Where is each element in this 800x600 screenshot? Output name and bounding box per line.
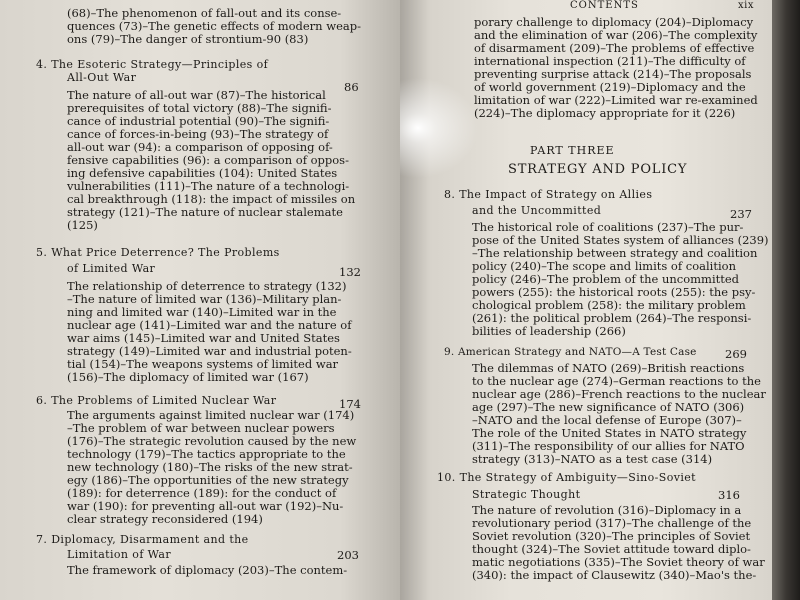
part-label: PART THREE	[530, 144, 615, 157]
chapter-10-page: 316	[718, 488, 740, 502]
text-line: The framework of diplomacy (203)–The contem-	[67, 563, 348, 577]
text-line: –The nature of limited war (136)–Military plan-	[67, 292, 342, 306]
chapter-9-heading: 9. American Strategy and NATO—A Test Case	[444, 346, 697, 358]
text-line: The nature of all-out war (87)–The historical	[67, 88, 326, 102]
chapter-4-heading: 4. The Esoteric Strategy—Principles of	[36, 58, 269, 71]
text-line: war aims (145)–Limited war and United States	[67, 331, 340, 345]
text-line: egy (186)–The opportunities of the new strategy	[67, 473, 349, 487]
chapter-4-page: 86	[344, 80, 359, 94]
chapter-9-page: 269	[725, 347, 747, 361]
text-line: The arguments against limited nuclear war (174)	[67, 408, 355, 422]
chapter-7-heading-cont: Limitation of War	[67, 548, 172, 561]
text-line: and the elimination of war (206)–The complexity	[474, 28, 758, 42]
text-line: powers (255): the historical roots (255): the psy-	[472, 285, 756, 299]
text-line: strategy (121)–The nature of nuclear stalemate	[67, 205, 343, 219]
text-line: cance of industrial potential (90)–The signifi-	[67, 114, 330, 128]
text-line: (189): for deterrence (189): for the conduct of	[67, 486, 337, 500]
right-page	[400, 0, 772, 600]
text-line: policy (240)–The scope and limits of coalition	[472, 259, 736, 273]
text-line: –The problem of war between nuclear powers	[67, 421, 335, 435]
book-edge-shadow	[772, 0, 800, 600]
text-line: (340): the impact of Clausewitz (340)–Mao's the-	[472, 568, 757, 582]
chapter-7-page: 203	[337, 548, 359, 562]
chapter-5-heading: 5. What Price Deterrence? The Problems	[36, 246, 280, 259]
text-line: (176)–The strategic revolution caused by the new	[67, 434, 357, 448]
text-line: thought (324)–The Soviet attitude toward diplo-	[472, 542, 751, 556]
text-line: strategy (313)–NATO as a test case (314)	[472, 452, 713, 466]
text-line: preventing surprise attack (214)–The proposals	[474, 67, 752, 81]
text-line: vulnerabilities (111)–The nature of a technologi-	[67, 179, 350, 193]
text-line: technology (179)–The tactics appropriate to the	[67, 447, 346, 461]
text-line: policy (246)–The problem of the uncommitted	[472, 272, 740, 286]
chapter-5-heading-cont: of Limited War	[67, 262, 156, 275]
text-line: (311)–The responsibility of our allies for NATO	[472, 439, 745, 453]
text-line: nuclear age (286)–French reactions to the nuclear	[472, 387, 766, 401]
chapter-6-page: 174	[339, 397, 361, 411]
text-line: Soviet revolution (320)–The principles of Soviet	[472, 529, 751, 543]
chapter-7-heading: 7. Diplomacy, Disarmament and the	[36, 533, 249, 546]
text-line: (156)–The diplomacy of limited war (167)	[67, 370, 309, 384]
text-line: pose of the United States system of alliances (239)	[472, 233, 769, 247]
text-line: –The relationship between strategy and coalition	[472, 246, 758, 260]
part-title: STRATEGY AND POLICY	[508, 162, 688, 177]
text-line: The role of the United States in NATO strategy	[472, 426, 747, 440]
text-line: bilities of leadership (266)	[472, 324, 626, 338]
text-line: quences (73)–The genetic effects of modern weap-	[67, 19, 361, 33]
text-line: revolutionary period (317)–The challenge of the	[472, 516, 752, 530]
text-line: all-out war (94): a comparison of opposing of-	[67, 140, 333, 154]
text-line: (125)	[67, 218, 98, 232]
text-line: of world government (219)–Diplomacy and the	[474, 80, 746, 94]
text-line: (224)–The diplomacy appropriate for it (226)	[474, 106, 736, 120]
text-line: tial (154)–The weapons systems of limited war	[67, 357, 339, 371]
chapter-8-heading-cont: and the Uncommitted	[472, 204, 602, 217]
text-line: new technology (180)–The risks of the new strat-	[67, 460, 353, 474]
text-line: age (297)–The new significance of NATO (306)	[472, 400, 745, 414]
chapter-8-heading: 8. The Impact of Strategy on Allies	[444, 188, 653, 201]
text-line: ing defensive capabilities (104): United States	[67, 166, 338, 180]
page-folio: xix	[738, 0, 754, 11]
chapter-6-heading: 6. The Problems of Limited Nuclear War	[36, 394, 277, 407]
chapter-10-heading-cont: Strategic Thought	[472, 488, 581, 501]
text-line: (261): the political problem (264)–The responsi-	[472, 311, 752, 325]
text-line: clear strategy reconsidered (194)	[67, 512, 263, 526]
text-line: matic negotiations (335)–The Soviet theory of war	[472, 555, 765, 569]
text-line: strategy (149)–Limited war and industrial poten-	[67, 344, 352, 358]
text-line: chological problem (258): the military problem	[472, 298, 746, 312]
text-line: ning and limited war (140)–Limited war in the	[67, 305, 337, 319]
text-line: The relationship of deterrence to strategy (132)	[67, 279, 347, 293]
text-line: The nature of revolution (316)–Diplomacy in a	[472, 503, 742, 517]
chapter-8-page: 237	[730, 207, 752, 221]
text-line: to the nuclear age (274)–German reactions to the	[472, 374, 761, 388]
text-line: cal breakthrough (118): the impact of missiles on	[67, 192, 356, 206]
text-line: limitation of war (222)–Limited war re-examined	[474, 93, 758, 107]
text-line: prerequisites of total victory (88)–The signifi-	[67, 101, 332, 115]
chapter-10-heading: 10. The Strategy of Ambiguity—Sino-Soviet	[437, 471, 696, 484]
running-head: CONTENTS	[570, 0, 639, 11]
text-line: –NATO and the local defense of Europe (307)–	[472, 413, 742, 427]
text-line: The historical role of coalitions (237)–The pur-	[472, 220, 744, 234]
text-line: (68)–The phenomenon of fall-out and its conse-	[67, 6, 342, 20]
text-line: international inspection (211)–The difficulty of	[474, 54, 746, 68]
chapter-4-heading-cont: All-Out War	[67, 71, 137, 84]
text-line: porary challenge to diplomacy (204)–Diplomacy	[474, 15, 754, 29]
chapter-5-page: 132	[339, 265, 361, 279]
text-line: of disarmament (209)–The problems of effective	[474, 41, 755, 55]
text-line: nuclear age (141)–Limited war and the nature of	[67, 318, 352, 332]
text-line: war (190): for preventing all-out war (192)–Nu-	[67, 499, 344, 513]
text-line: cance of forces-in-being (93)–The strategy of	[67, 127, 329, 141]
text-line: fensive capabilities (96): a comparison of oppos-	[67, 153, 349, 167]
text-line: ons (79)–The danger of strontium-90 (83)	[67, 32, 309, 46]
text-line: The dilemmas of NATO (269)–British reactions	[472, 361, 745, 375]
